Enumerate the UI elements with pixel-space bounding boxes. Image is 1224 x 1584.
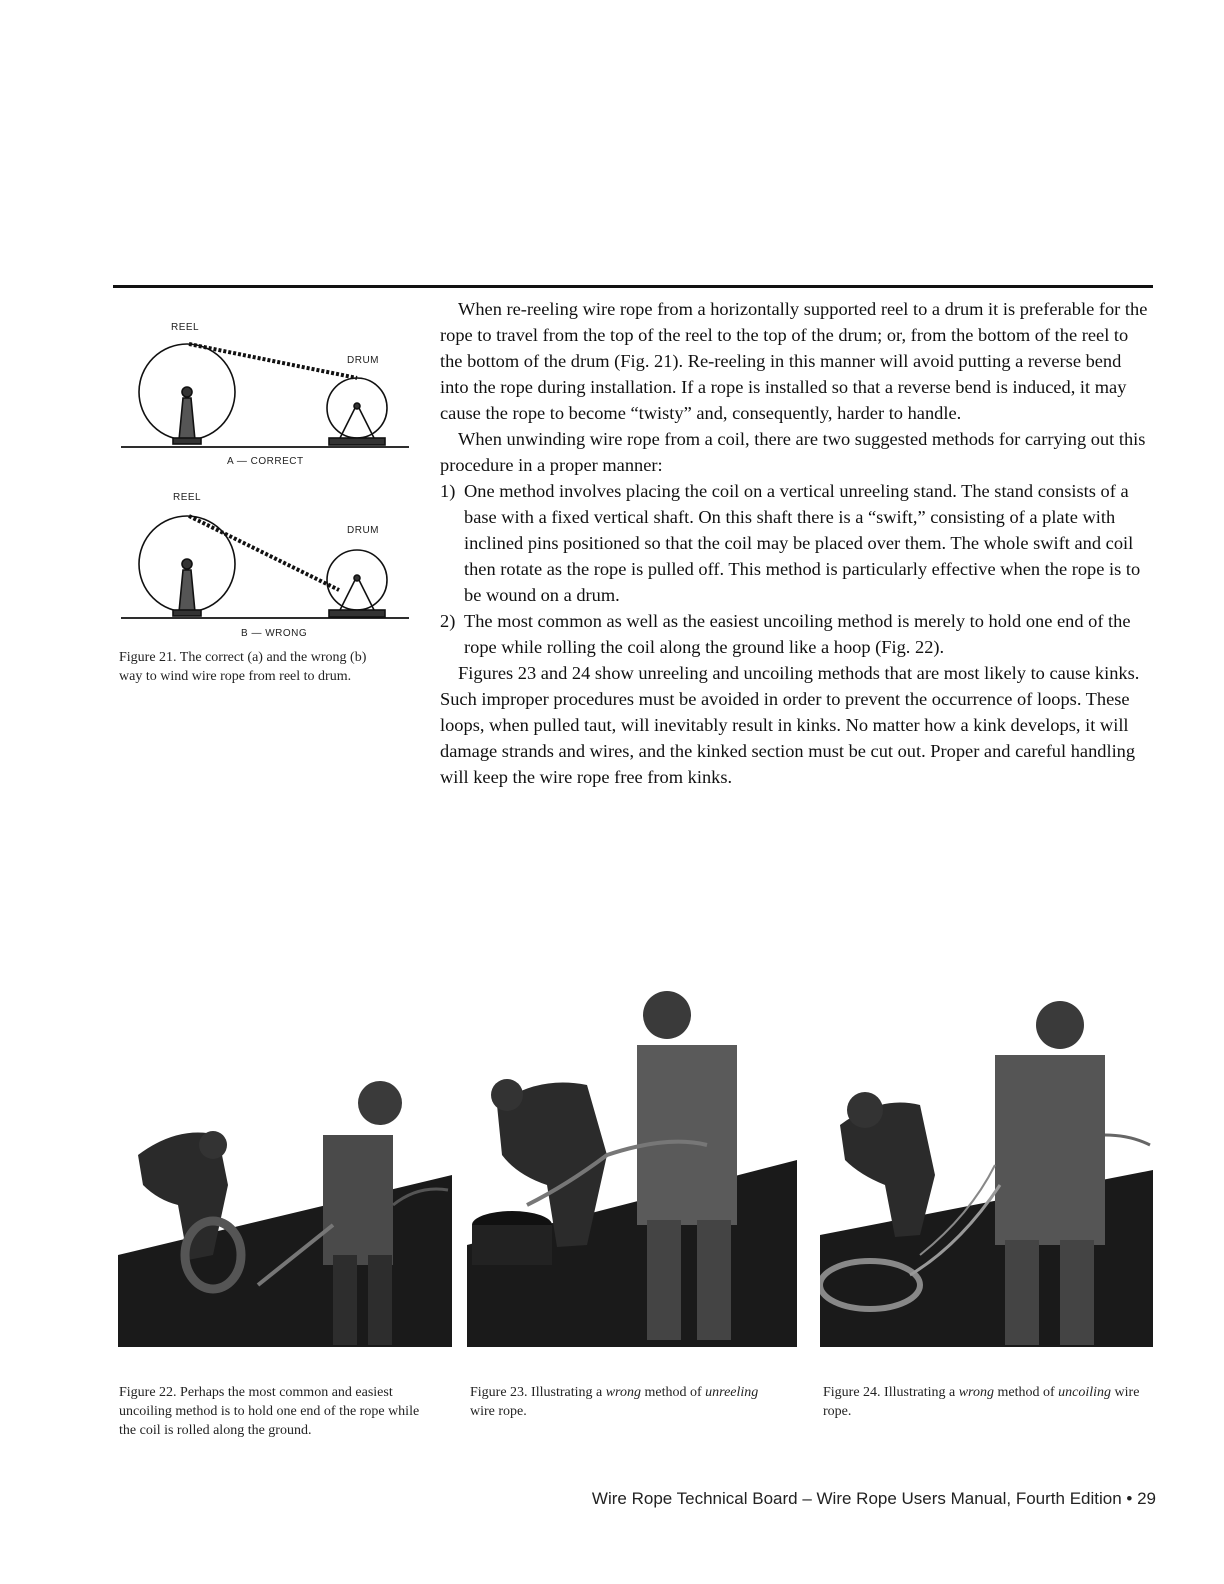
figure-23-caption-mid: method of	[640, 1385, 706, 1400]
body-text	[440, 296, 1152, 790]
figure-24-caption-wrong: wrong	[958, 1385, 994, 1400]
label-drum-a: DRUM	[347, 355, 379, 366]
figure-23-caption-unreeling: unreeling	[705, 1385, 759, 1400]
top-rule	[113, 285, 1153, 288]
label-sub-b: B — WRONG	[241, 628, 308, 639]
photo-24-illustration	[820, 985, 1153, 1347]
paragraph-1: When re-reeling wire rope from a horizontally supported reel to a drum it is preferable for the rope to travel from the top of the reel to the top of the drum; or, from the bottom of the reel to the bottom of the drum (Fig. 21). Re-reeling in this manner will avoid putting a reverse bend into the rope during installation. If a rope is installed so that a reverse bend is induced, it may cause the rope to become “twisty” and, consequently, harder to handle.	[440, 299, 1148, 423]
figure-23-caption	[470, 1383, 780, 1421]
page-footer: Wire Rope Technical Board – Wire Rope Users Manual, Fourth Edition • 29	[591, 1489, 1156, 1508]
label-reel-b: REEL	[173, 492, 202, 503]
list-item-1-number: 1)	[440, 481, 456, 501]
figure-24-caption-pre: Figure 24. Illustrating a	[823, 1385, 959, 1400]
reel-b-base	[173, 610, 201, 616]
figure-24-caption-mid: method of	[993, 1385, 1059, 1400]
figure-22-photo	[118, 985, 452, 1347]
figure-24-caption	[823, 1383, 1143, 1421]
list-item-2-text: The most common as well as the easiest uncoiling method is merely to hold one end of the rope while rolling the coil along the ground like a hoop (Fig. 22).	[464, 611, 1131, 657]
photo-22-illustration	[118, 985, 452, 1347]
list-item-2-number: 2)	[440, 611, 456, 631]
reel-b-stand	[179, 570, 195, 612]
rope-a-top	[189, 344, 357, 378]
figure-22-caption: Figure 22. Perhaps the most common and easiest uncoiling method is to hold one end of the rope while the coil is rolled along the ground.	[119, 1385, 420, 1438]
paragraph-2: When unwinding wire rope from a coil, there are two suggested methods for carrying out this procedure in a proper manner:	[440, 429, 1146, 475]
figure-24-caption-uncoiling: uncoiling	[1058, 1385, 1112, 1400]
figure-23-caption-post: wire rope.	[470, 1404, 527, 1419]
reel-a-base	[173, 438, 201, 444]
photo-23-illustration	[467, 985, 797, 1347]
figure-24-caption-post: wire rope.	[823, 1385, 1140, 1419]
label-sub-a: A — CORRECT	[227, 456, 304, 467]
drum-a-base	[329, 438, 385, 445]
drum-b-hub	[354, 575, 360, 581]
list-item-1	[440, 478, 1152, 608]
drum-b-base	[329, 610, 385, 617]
list-item-2	[440, 608, 1152, 660]
reel-drum-diagram	[113, 300, 413, 640]
figure-23-caption-pre: Figure 23. Illustrating a	[470, 1385, 606, 1400]
label-drum-b: DRUM	[347, 525, 379, 536]
paragraph-3: Figures 23 and 24 show unreeling and uncoiling methods that are most likely to cause kinks. Such improper procedures must be avoided in order to prevent the occurrence of loops. These loops, when pulled taut, will inevitably result in kinks. No matter how a kink develops, it will damage strands and wires, and the kinked section must be cut out. Proper and careful handling will keep the wire rope free from kinks.	[440, 663, 1140, 787]
reel-a-hub	[182, 387, 192, 397]
figure-23-caption-wrong: wrong	[605, 1385, 641, 1400]
rope-b-cross	[189, 516, 339, 590]
reel-a-stand	[179, 398, 195, 440]
list-item-1-text: One method involves placing the coil on a vertical unreeling stand. The stand consists of a base with a fixed vertical shaft. On this shaft there is a “swift,” consisting of a plate with inclined pins positioned so that the coil may be placed over them. The whole swift and coil then rotate as the rope is pulled off. This method is particularly effective when the rope is to be wound on a drum.	[464, 481, 1141, 605]
label-reel-a: REEL	[171, 322, 200, 333]
figure-21-caption: Figure 21. The correct (a) and the wrong (b) way to wind wire rope from reel to drum.	[119, 650, 367, 684]
reel-b-hub	[182, 559, 192, 569]
figure-23-photo	[467, 985, 797, 1347]
figure-24-photo	[820, 985, 1153, 1347]
drum-a-hub	[354, 403, 360, 409]
